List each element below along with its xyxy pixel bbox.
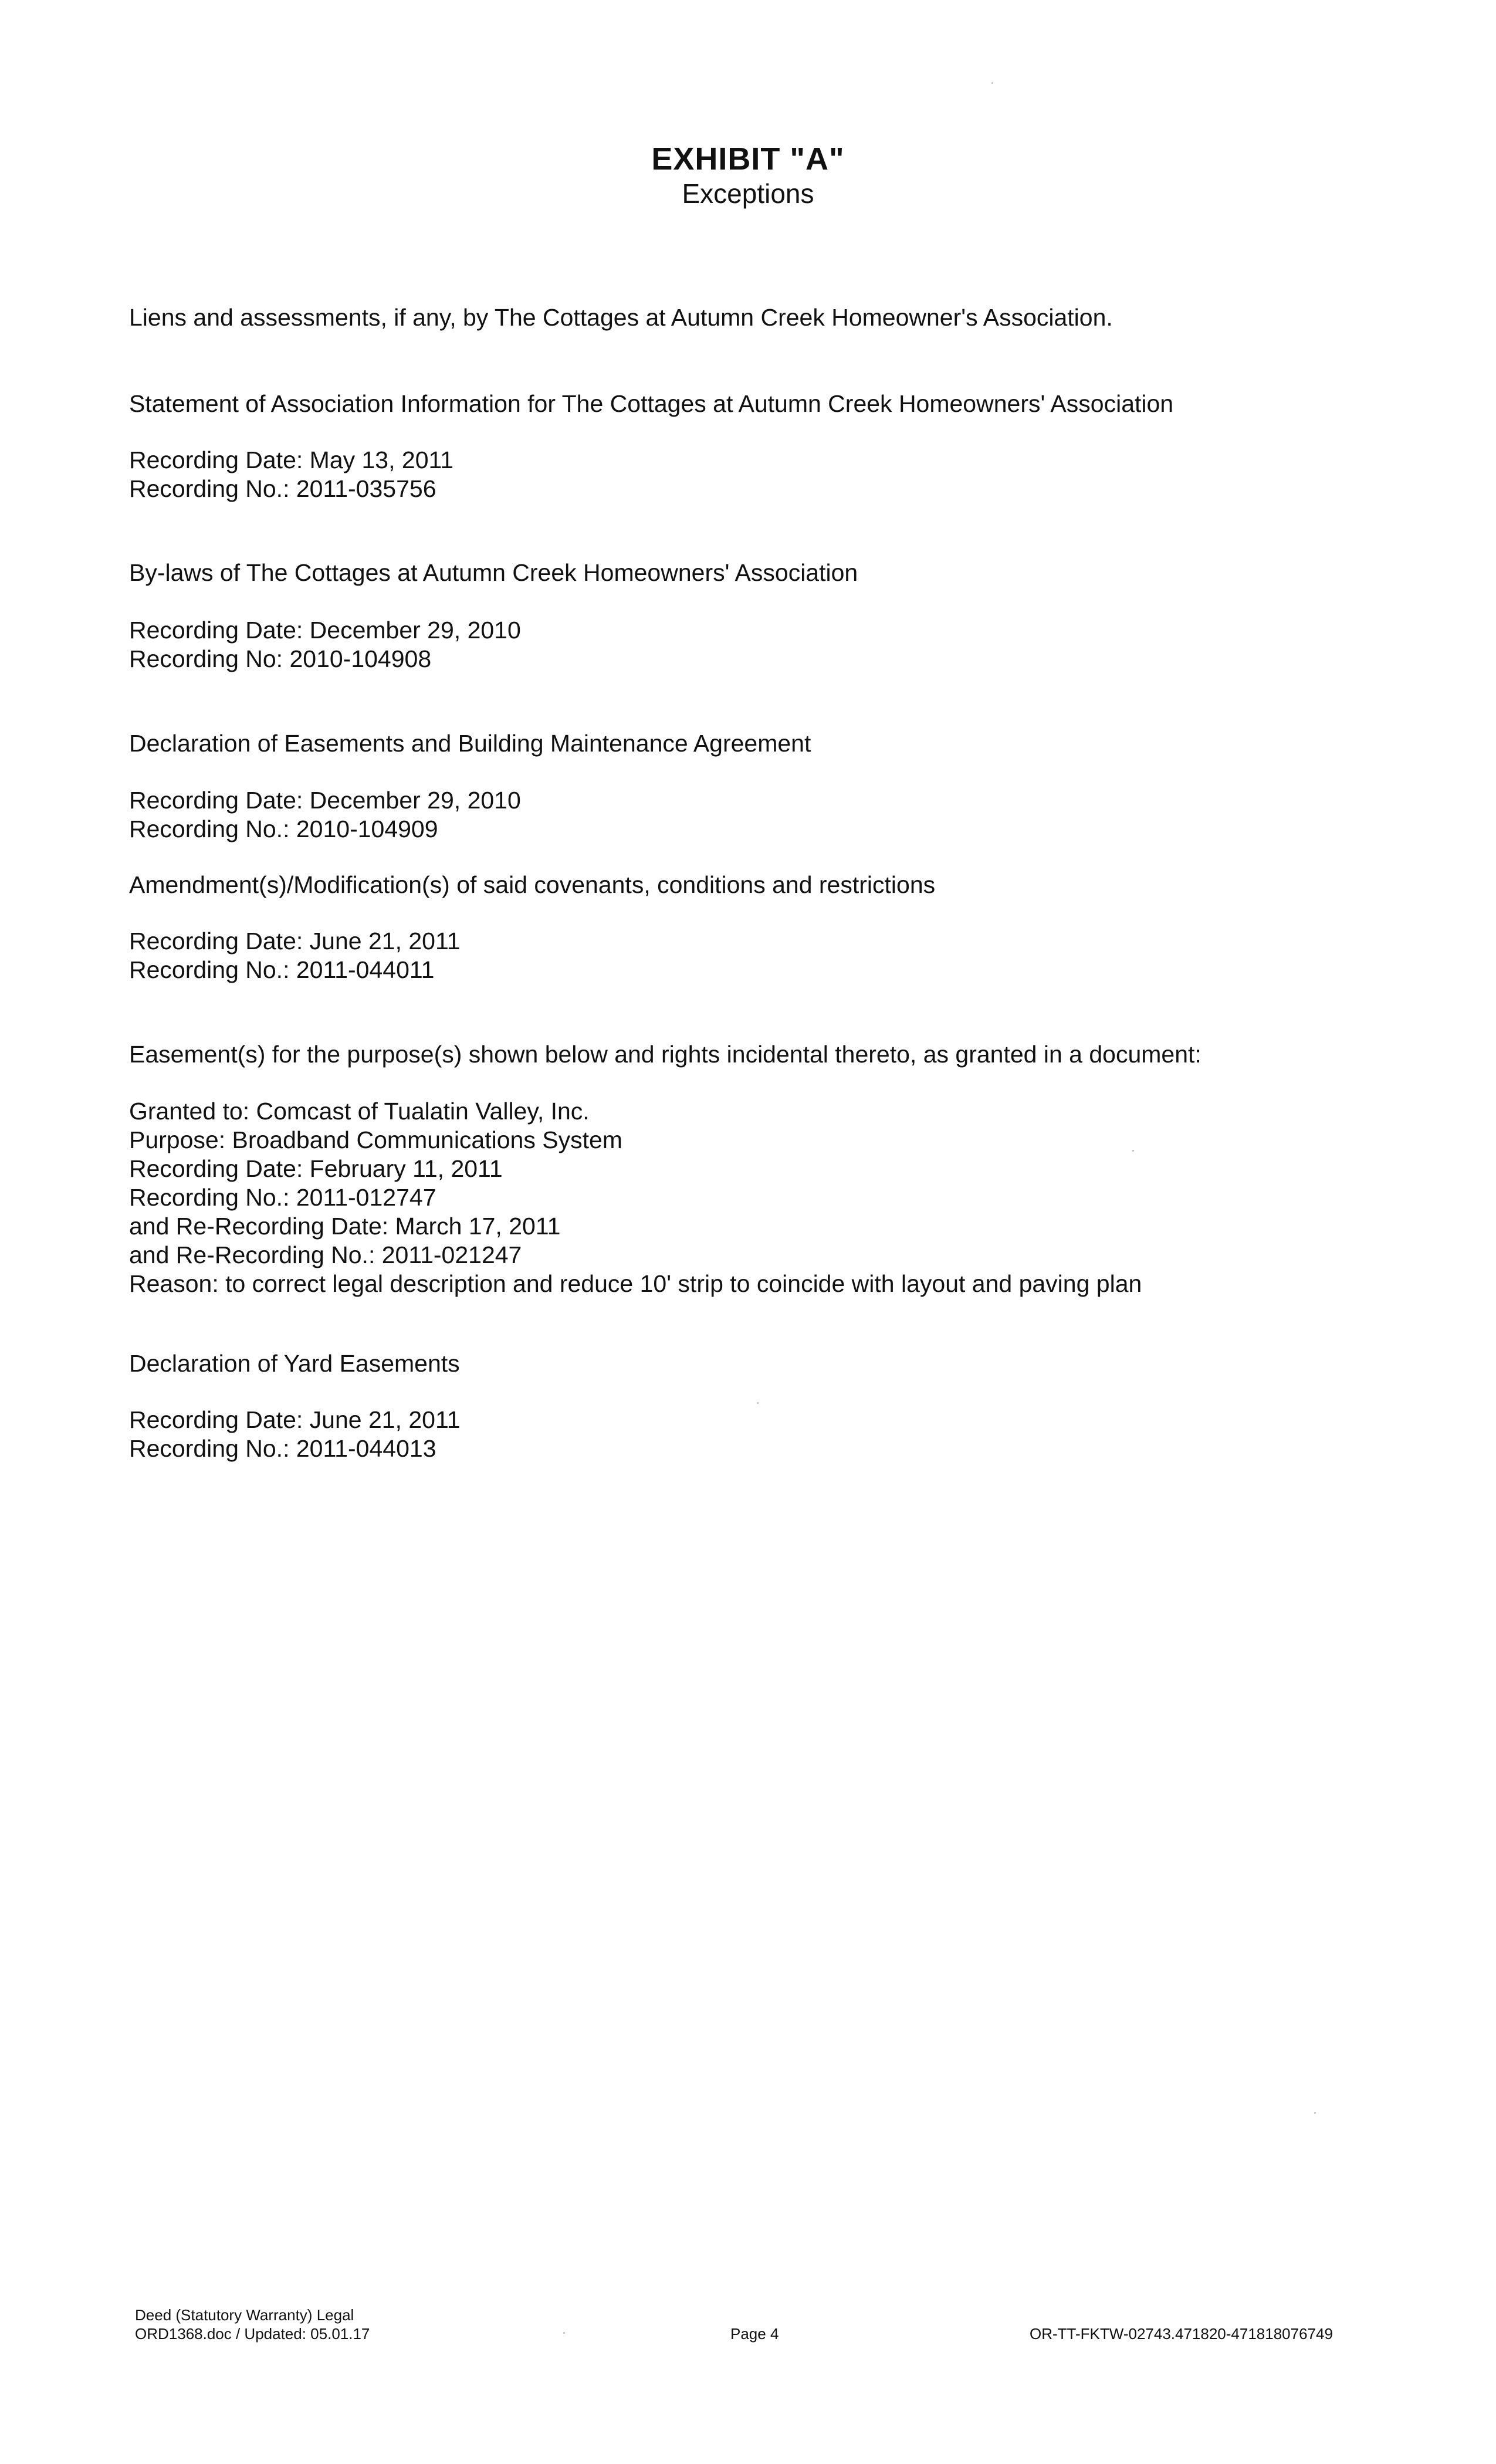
purpose: Purpose: Broadband Communications System xyxy=(129,1126,622,1153)
text-line: Declaration of Yard Easements xyxy=(129,1350,460,1377)
recording-date: Recording Date: December 29, 2010 xyxy=(129,617,521,644)
reason: Reason: to correct legal description and reduce 10' strip to coincide with layout and paving plan xyxy=(129,1270,1142,1297)
recording-number: Recording No.: 2010-104909 xyxy=(129,815,438,842)
text-line: By-laws of The Cottages at Autumn Creek Homeowners' Association xyxy=(129,559,858,586)
recording-date: Recording Date: February 11, 2011 xyxy=(129,1155,503,1182)
easement-heading xyxy=(129,1040,1420,1069)
scan-speck xyxy=(563,2332,565,2334)
footer-page-number: Page 4 xyxy=(730,2325,779,2343)
amendments-heading xyxy=(129,871,1420,899)
yard-easements-recording-block xyxy=(129,1406,1420,1463)
recording-number: Recording No: 2010-104908 xyxy=(129,645,432,672)
liens-paragraph xyxy=(129,303,1420,332)
yard-easements-heading xyxy=(129,1349,1420,1378)
statement-heading xyxy=(129,390,1420,418)
bylaws-heading xyxy=(129,559,1420,587)
scan-speck xyxy=(1314,2112,1316,2114)
statement-recording-block xyxy=(129,446,1420,503)
scan-speck xyxy=(757,1402,759,1404)
exhibit-title: EXHIBIT "A" xyxy=(651,141,845,177)
footer-doc-version: ORD1368.doc / Updated: 05.01.17 xyxy=(135,2325,370,2343)
footer-reference-number: OR-TT-FKTW-02743.471820-471818076749 xyxy=(1030,2325,1333,2343)
easement-details-block xyxy=(129,1097,1420,1298)
granted-to: Granted to: Comcast of Tualatin Valley, Inc. xyxy=(129,1098,590,1125)
re-recording-date: and Re-Recording Date: March 17, 2011 xyxy=(129,1213,561,1240)
footer-doc-type: Deed (Statutory Warranty) Legal xyxy=(135,2306,354,2324)
declaration-easements-recording-block xyxy=(129,786,1420,844)
scan-speck xyxy=(1132,1150,1134,1152)
text-line: Easement(s) for the purpose(s) shown below and rights incidental thereto, as granted in a document: xyxy=(129,1041,1201,1068)
recording-date: Recording Date: June 21, 2011 xyxy=(129,928,461,955)
declaration-easements-heading xyxy=(129,729,1420,758)
re-recording-number: and Re-Recording No.: 2011-021247 xyxy=(129,1241,522,1268)
amendments-recording-block xyxy=(129,927,1420,984)
recording-date: Recording Date: June 21, 2011 xyxy=(129,1406,461,1433)
footer-document-info xyxy=(135,2306,370,2343)
recording-number: Recording No.: 2011-012747 xyxy=(129,1184,436,1211)
scan-speck xyxy=(991,82,993,84)
text-line: Liens and assessments, if any, by The Cottages at Autumn Creek Homeowner's Association. xyxy=(129,304,1113,331)
recording-number: Recording No.: 2011-044011 xyxy=(129,956,435,983)
recording-date: Recording Date: May 13, 2011 xyxy=(129,446,454,473)
text-line: Statement of Association Information for The Cottages at Autumn Creek Homeowners' Association xyxy=(129,390,1174,417)
text-line: Declaration of Easements and Building Maintenance Agreement xyxy=(129,730,811,757)
bylaws-recording-block xyxy=(129,616,1420,673)
text-line: Amendment(s)/Modification(s) of said covenants, conditions and restrictions xyxy=(129,871,936,898)
recording-number: Recording No.: 2011-035756 xyxy=(129,475,436,502)
recording-number: Recording No.: 2011-044013 xyxy=(129,1435,436,1462)
recording-date: Recording Date: December 29, 2010 xyxy=(129,787,521,814)
exhibit-subtitle: Exceptions xyxy=(682,178,814,209)
